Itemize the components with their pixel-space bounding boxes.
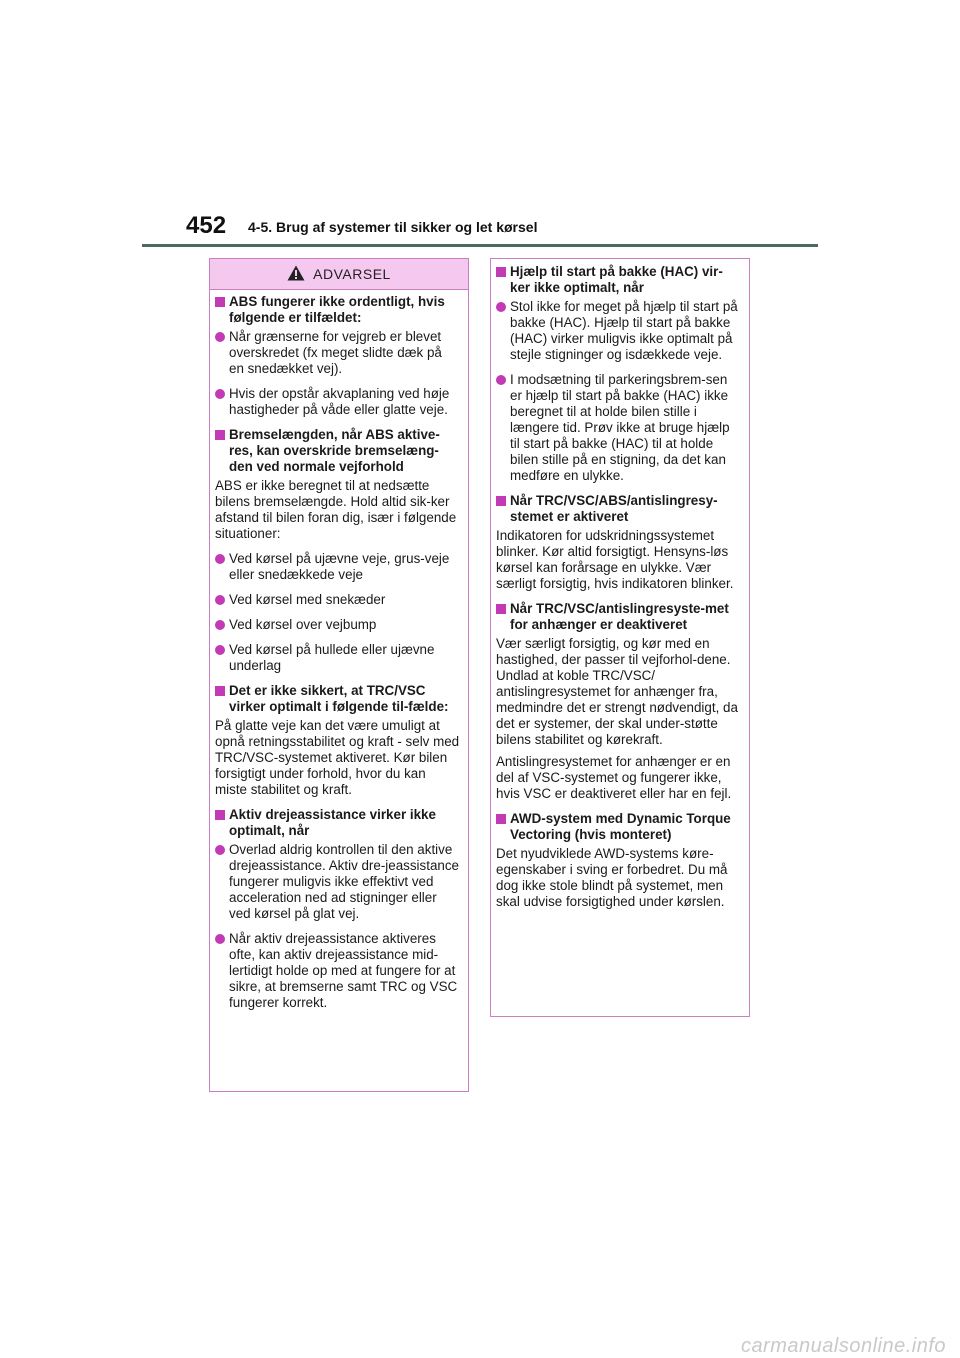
heading-text: Hjælp til start på bakke (HAC) vir-ker ikke optimalt, når	[510, 264, 723, 295]
warning-label: ADVARSEL	[313, 266, 391, 282]
section-heading	[496, 601, 741, 633]
circle-bullet-icon	[215, 332, 225, 342]
bullet-text: Når aktiv drejeassistance aktiveres ofte, kan aktiv drejeassistance mid-lertidigt holde op med at fungere for at sikre, at bremserne samt TRC og VSC fungerer korrekt.	[229, 931, 458, 1010]
circle-bullet-icon	[496, 375, 506, 385]
heading-text: Når TRC/VSC/antislingresyste-met for anhænger er deaktiveret	[510, 601, 729, 632]
bullet-text: Overlad aldrig kontrollen til den aktive drejeassistance. Aktiv dre-jeassistance fungerer muligvis ikke effektivt ved acceleration ned ad stigninger eller ved kørsel på glat vej.	[229, 842, 459, 921]
circle-bullet-icon	[215, 554, 225, 564]
list-item	[215, 386, 460, 418]
list-item	[215, 842, 460, 922]
warning-header	[210, 259, 468, 290]
bullet-text: Ved kørsel med snekæder	[229, 592, 386, 607]
heading-text: Aktiv drejeassistance virker ikke optimalt, når	[229, 807, 436, 838]
warning-box-left	[209, 258, 469, 1092]
para-text: Vær særligt forsigtig, og kør med en hastighed, der passer til vejforhol-dene. Undlad at koble TRC/VSC/ antislingresystemet for anhænger fra, medmindre det er strengt nødvendigt, da det er systemer, der skal under-støtte bilens stabilitet og kørekraft.	[496, 636, 738, 747]
square-bullet-icon	[496, 496, 506, 506]
paragraph	[496, 528, 741, 592]
warning-content-right	[491, 259, 749, 910]
list-item	[215, 329, 460, 377]
section-heading	[215, 427, 460, 475]
list-item	[496, 299, 741, 363]
bullet-text: Ved kørsel på hullede eller ujævne underlag	[229, 642, 435, 673]
heading-text: Når TRC/VSC/ABS/antislingresy-stemet er aktiveret	[510, 493, 718, 524]
section-title: 4-5. Brug af systemer til sikker og let kørsel	[248, 219, 538, 235]
square-bullet-icon	[496, 267, 506, 277]
section-heading	[215, 294, 460, 326]
circle-bullet-icon	[215, 934, 225, 944]
square-bullet-icon	[496, 604, 506, 614]
heading-text: Det er ikke sikkert, at TRC/VSC virker optimalt i følgende til-fælde:	[229, 683, 449, 714]
circle-bullet-icon	[215, 620, 225, 630]
warning-box-right	[490, 258, 750, 1017]
paragraph	[496, 846, 741, 910]
paragraph	[496, 754, 741, 802]
square-bullet-icon	[496, 814, 506, 824]
section-heading	[215, 683, 460, 715]
circle-bullet-icon	[215, 645, 225, 655]
bullet-text: Når grænserne for vejgreb er blevet overskredet (fx meget slidte dæk på en snedækket vej).	[229, 329, 442, 376]
para-text: ABS er ikke beregnet til at nedsætte bilens bremselængde. Hold altid sik-ker afstand til bilen foran dig, især i følgende situationer:	[215, 478, 457, 541]
para-text: Antislingresystemet for anhænger er en del af VSC-systemet og fungerer ikke, hvis VSC er deaktiveret eller har en fejl.	[496, 754, 732, 801]
section-heading	[496, 811, 741, 843]
square-bullet-icon	[215, 810, 225, 820]
paragraph	[496, 636, 741, 748]
bullet-text: Ved kørsel på ujævne veje, grus-veje eller snedækkede veje	[229, 551, 450, 582]
para-text: Indikatoren for udskridningssystemet blinker. Kør altid forsigtigt. Hensyns-løs kørsel kan forårsage en ulykke. Vær særligt forsigtig, hvis indikatoren blinker.	[496, 528, 734, 591]
square-bullet-icon	[215, 686, 225, 696]
header-rule	[142, 244, 818, 247]
paragraph	[215, 478, 460, 542]
square-bullet-icon	[215, 297, 225, 307]
warning-triangle-icon	[287, 265, 305, 281]
paragraph	[215, 718, 460, 798]
list-item	[215, 931, 460, 1011]
para-text: På glatte veje kan det være umuligt at opnå retningsstabilitet og kraft - selv med TRC/VSC-systemet aktiveret. Kør bilen forsigtigt under forhold, hvor du kan miste stabilitet og kraft.	[215, 718, 460, 797]
heading-text: AWD-system med Dynamic Torque Vectoring (hvis monteret)	[510, 811, 731, 842]
bullet-text: Stol ikke for meget på hjælp til start på bakke (HAC). Hjælp til start på bakke (HAC) virker muligvis ikke optimalt på stejle stigninger og isdækkede veje.	[510, 299, 738, 362]
circle-bullet-icon	[496, 302, 506, 312]
list-item	[496, 372, 741, 484]
para-text: Det nyudviklede AWD-systems køre-egenskaber i sving er forbedret. Du må dog ikke stole blindt på systemet, men skal udvise forsigtighed under kørslen.	[496, 846, 728, 909]
heading-text: ABS fungerer ikke ordentligt, hvis følgende er tilfældet:	[229, 294, 445, 325]
heading-text: Bremselængden, når ABS aktive-res, kan overskride bremselæng-den ved normale vejforhold	[229, 427, 440, 474]
page-number: 452	[186, 212, 227, 239]
list-item	[215, 551, 460, 583]
watermark: carmanualsonline.info	[740, 1335, 946, 1357]
circle-bullet-icon	[215, 595, 225, 605]
warning-content-left	[210, 290, 468, 1011]
circle-bullet-icon	[215, 389, 225, 399]
list-item	[215, 592, 460, 608]
section-heading	[496, 493, 741, 525]
bullet-text: I modsætning til parkeringsbrem-sen er hjælp til start på bakke (HAC) ikke beregnet til at holde bilen stille i længere tid. Prøv ikke at bruge hjælp til start på bakke (HAC) til at holde bilen stille på en stigning, da det kan medføre en ulykke.	[510, 372, 730, 483]
bullet-text: Hvis der opstår akvaplaning ved høje hastigheder på våde eller glatte veje.	[229, 386, 450, 417]
section-heading	[496, 264, 741, 296]
circle-bullet-icon	[215, 845, 225, 855]
list-item	[215, 642, 460, 674]
square-bullet-icon	[215, 430, 225, 440]
bullet-text: Ved kørsel over vejbump	[229, 617, 377, 632]
section-heading	[215, 807, 460, 839]
list-item	[215, 617, 460, 633]
